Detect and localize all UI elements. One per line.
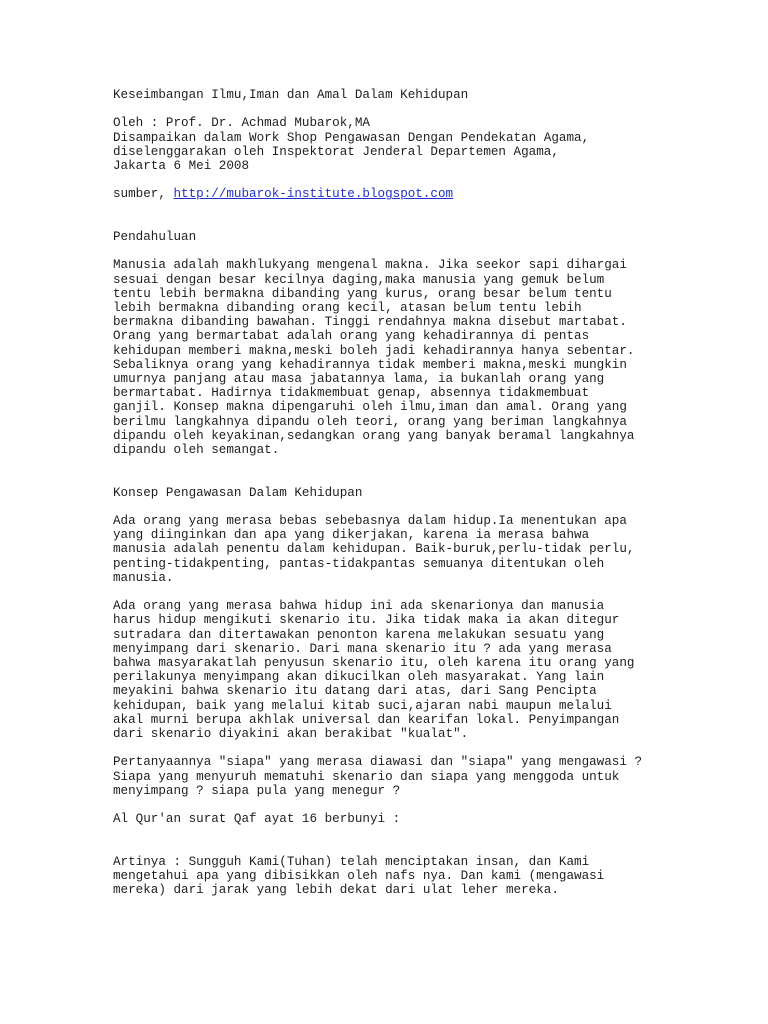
paragraph-line: berilmu langkahnya dipandu oleh teori, orang yang beriman langkahnya [113,414,627,429]
source-link[interactable]: http://mubarok-institute.blogspot.com [173,187,454,202]
spacer [113,457,753,485]
paragraph-line: bermartabat. Hadirnya tidakmembuat genap, absennya tidakmembuat [113,386,590,401]
spacer [113,741,753,755]
paragraph-line: yang diinginkan dan apa yang dikerjakan, karena ia merasa bahwa [113,528,590,543]
event-line: Disampaikan dalam Work Shop Pengawasan Dengan Pendekatan Agama, [113,130,590,145]
spacer [113,826,753,854]
paragraph-line: mengetahui apa yang dibisikkan oleh nafs nya. Dan kami (mengawasi [113,869,605,884]
spacer [113,798,753,812]
paragraph-line: bermakna dibanding bawahan. Tinggi rendahnya makna disebut martabat. [113,315,627,330]
paragraph-line: kehidupan, baik yang melalui kitab suci,ajaran nabi maupun melalui [113,698,612,713]
paragraph-line: manusia adalah penentu dalam kehidupan. Baik-buruk,perlu-tidak perlu, [113,542,635,557]
paragraph-line: Ada orang yang merasa bahwa hidup ini ada skenarionya dan manusia [113,599,605,614]
paragraph-line: manusia. [113,570,174,585]
section-heading-konsep-pengawasan: Konsep Pengawasan Dalam Kehidupan [113,485,363,500]
paragraph-line: sutradara dan ditertawakan penonton karena melakukan sesuatu yang [113,627,605,642]
paragraph-line: perilakunya menyimpang akan dikucilkan oleh masyarakat. Yang lain [113,670,605,685]
spacer [113,244,753,258]
paragraph-line: harus hidup mengikuti skenario itu. Jika tidak maka ia akan ditegur [113,613,620,628]
paragraph-line: Sebaliknya orang yang kehadirannya tidak memberi makna,meski mungkin [113,357,627,372]
paragraph-line: Pertanyaannya "siapa" yang merasa diawasi dan "siapa" yang mengawasi ? [113,755,643,770]
paragraph-line: dipandu oleh semangat. [113,443,280,458]
document-title: Keseimbangan Ilmu,Iman dan Amal Dalam Kehidupan [113,88,469,102]
paragraph-translation [113,855,753,898]
paragraph-line: tentu lebih bermakna dibanding yang kurus, orang besar belum tentu [113,286,612,301]
paragraph-line: menyimpang dari skenario. Dari mana skenario itu ? ada yang merasa [113,641,612,656]
paragraph-line: Artinya : Sungguh Kami(Tuhan) telah menciptakan insan, dan Kami [113,854,590,869]
paragraph-line: mereka) dari jarak yang lebih dekat dari ulat leher mereka. [113,883,559,898]
paragraph-line: dipandu oleh keyakinan,sedangkan orang yang banyak beramal langkahnya [113,428,635,443]
spacer [113,585,753,599]
paragraph-line: sesuai dengan besar kecilnya daging,maka manusia yang gemuk belum [113,272,605,287]
paragraph-line: Siapa yang menyuruh mematuhi skenario dan siapa yang menggoda untuk [113,769,620,784]
paragraph-line: akal murni berupa akhlak universal dan kearifan lokal. Penyimpangan [113,712,620,727]
author-line: Oleh : Prof. Dr. Achmad Mubarok,MA [113,116,370,131]
paragraph-line: Ada orang yang merasa bebas sebebasnya dalam hidup.Ia menentukan apa [113,514,627,528]
paragraph-line: Manusia adalah makhlukyang mengenal makna. Jika seekor sapi dihargai [113,258,627,273]
source-prefix: sumber, [113,187,174,202]
source-line [113,187,753,201]
spacer [113,173,753,187]
document-page [113,88,753,897]
paragraph-konsep-1 [113,514,753,585]
author-block [113,116,753,173]
paragraph-line: penting-tidakpenting, pantas-tidakpantas semuanya ditentukan oleh [113,556,605,571]
paragraph-line: Orang yang bermartabat adalah orang yang kehadirannya di pentas [113,329,590,344]
spacer [113,102,753,116]
spacer [113,202,753,230]
paragraph-line: umurnya panjang atau masa jabatannya lama, ia bukanlah orang yang [113,372,605,386]
paragraph-line: ganjil. Konsep makna dipengaruhi oleh ilmu,iman dan amal. Orang yang [113,400,627,415]
paragraph-line: dari skenario diyakini akan berakibat "kualat". [113,727,469,742]
paragraph-pendahuluan [113,258,753,457]
paragraph-line: menyimpang ? siapa pula yang menegur ? [113,783,401,798]
paragraph-line: lebih bermakna dibanding orang kecil, atasan belum tentu lebih [113,300,582,315]
paragraph-line: bahwa masyarakatlah penyusun skenario itu, oleh karena itu orang yang [113,656,635,671]
quran-reference: Al Qur'an surat Qaf ayat 16 berbunyi : [113,812,401,827]
organizer-line: diselenggarakan oleh Inspektorat Jenderal Departemen Agama, [113,144,559,159]
date-line: Jakarta 6 Mei 2008 [113,159,250,173]
section-heading-pendahuluan: Pendahuluan [113,229,197,244]
paragraph-line: meyakini bahwa skenario itu datang dari atas, dari Sang Pencipta [113,684,597,699]
paragraph-konsep-3 [113,755,753,798]
paragraph-konsep-2 [113,599,753,741]
paragraph-line: kehidupan memberi makna,meski boleh jadi kehadirannya hanya sebentar. [113,343,635,358]
spacer [113,500,753,514]
